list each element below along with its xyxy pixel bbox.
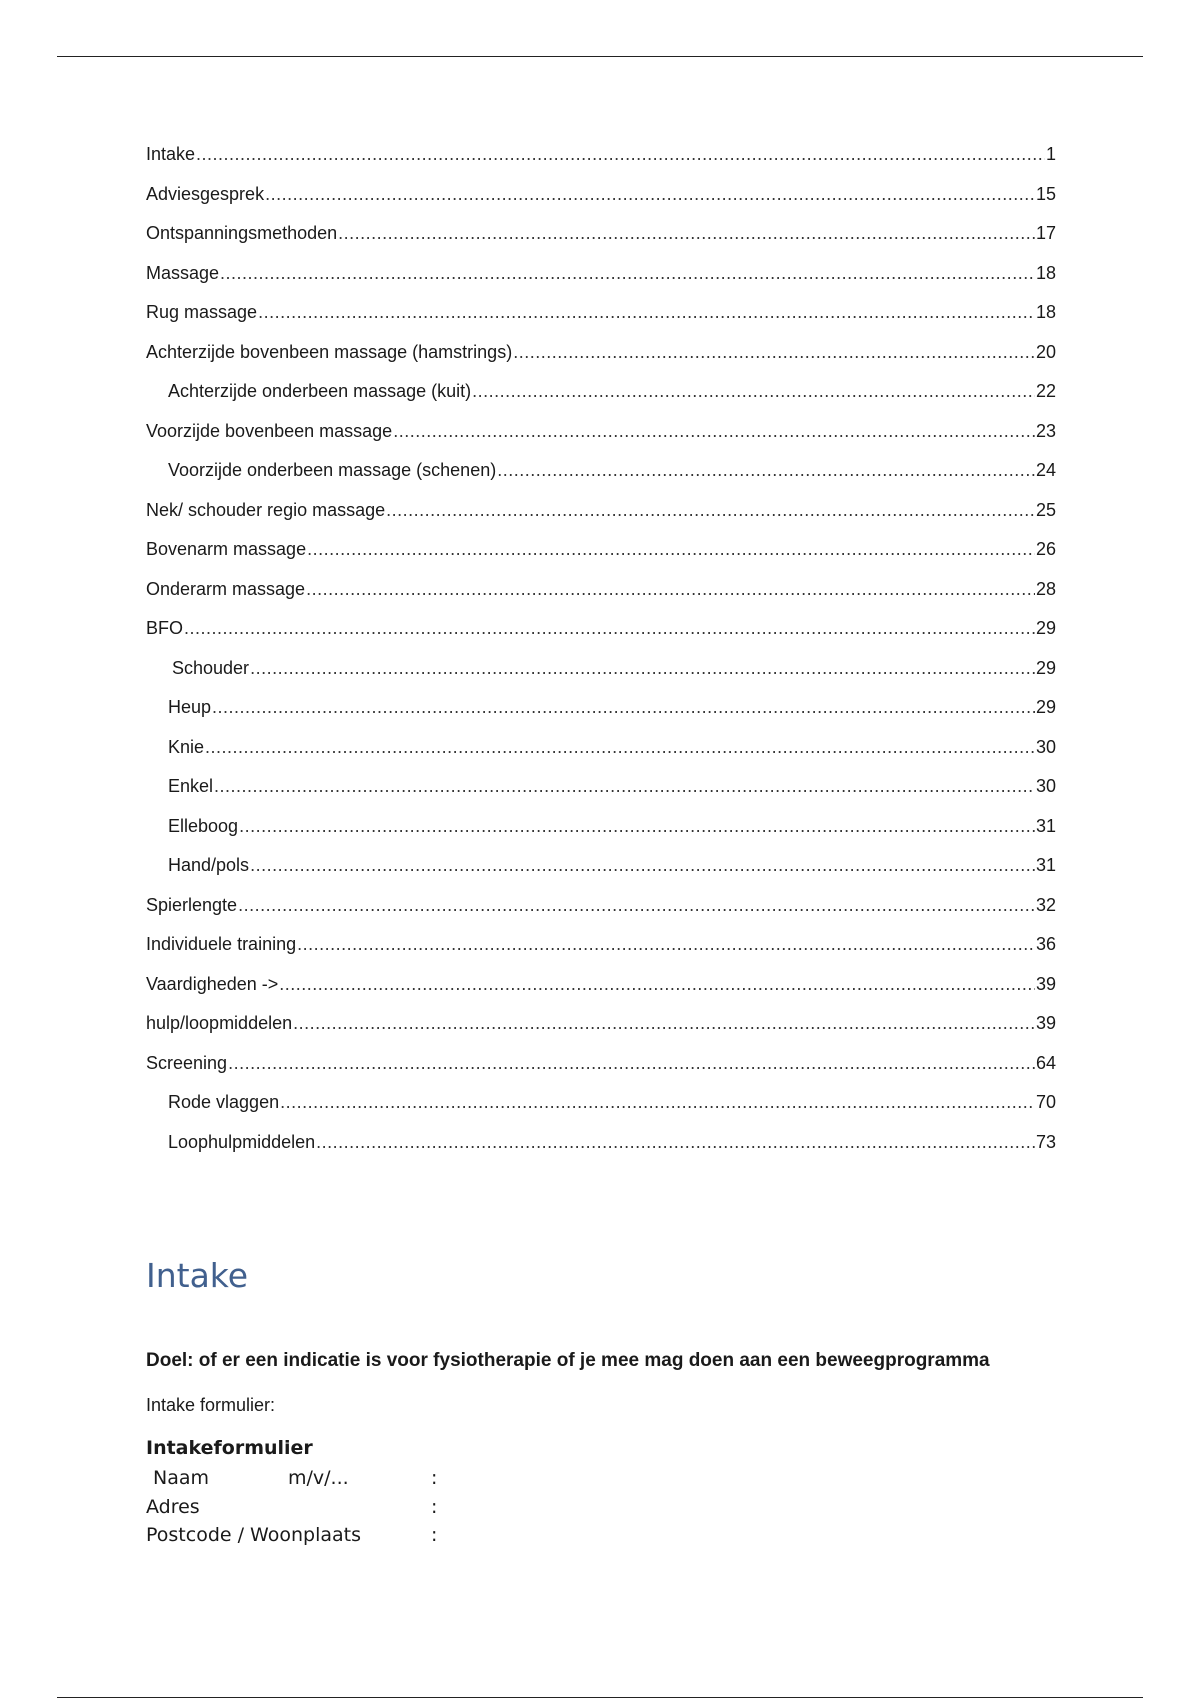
toc-entry-adviesgesprek[interactable] (146, 182, 1056, 222)
toc-entry-voorzijde-onderbeen[interactable] (146, 458, 1056, 498)
toc-entry-title: Ontspanningsmethoden (146, 223, 338, 243)
toc-entry-title: Enkel (168, 776, 214, 796)
toc-leader-dots (184, 616, 1035, 640)
toc-leader-dots (280, 1090, 1035, 1114)
field-colon: : (431, 1495, 438, 1518)
toc-entry-ontspanningsmethoden[interactable] (146, 221, 1056, 261)
toc-entry-page: 18 (1035, 262, 1056, 283)
toc-entry-title: Knie (168, 736, 205, 757)
toc-leader-dots (220, 261, 1035, 285)
toc-entry-bfo[interactable] (146, 616, 1056, 656)
toc-leader-dots (472, 379, 1035, 403)
toc-entry-page: 31 (1035, 815, 1056, 836)
toc-entry-title: hulp/loopmiddelen (146, 1013, 293, 1033)
toc-entry-page: 28 (1035, 578, 1056, 599)
toc-entry-title: Rode vlaggen (168, 1092, 280, 1112)
toc-entry-page: 17 (1035, 223, 1056, 243)
toc-leader-dots (497, 458, 1035, 482)
toc-leader-dots (316, 1130, 1035, 1154)
goal-statement: Doel: of er een indicatie is voor fysiotherapie of je mee mag doen aan een beweegprogramma (146, 1350, 990, 1371)
toc-entry-onderarm[interactable] (146, 577, 1056, 617)
toc-leader-dots (393, 419, 1035, 443)
toc-entry-page: 39 (1035, 973, 1056, 994)
toc-entry-page: 15 (1035, 183, 1056, 204)
toc-entry-vaardigheden[interactable] (146, 972, 1056, 1012)
toc-entry-page: 18 (1035, 302, 1056, 322)
table-of-contents (146, 142, 1056, 1169)
toc-entry-hulp-loopmiddelen[interactable] (146, 1011, 1056, 1051)
toc-entry-title: Adviesgesprek (146, 183, 265, 204)
toc-entry-title: Spierlengte (146, 894, 238, 915)
toc-leader-dots (196, 142, 1045, 166)
toc-entry-voorzijde-bovenbeen[interactable] (146, 419, 1056, 459)
field-colon: : (431, 1524, 438, 1546)
toc-entry-page: 20 (1035, 341, 1056, 362)
toc-entry-intake[interactable] (146, 142, 1056, 182)
toc-leader-dots (338, 221, 1035, 245)
toc-entry-page: 36 (1035, 934, 1056, 954)
toc-entry-page: 23 (1035, 420, 1056, 441)
field-postcode-woonplaats (146, 1521, 466, 1550)
toc-entry-title: Elleboog (168, 815, 239, 836)
toc-entry-title: Loophulpmiddelen (168, 1131, 316, 1152)
field-label: Postcode / Woonplaats (146, 1524, 361, 1546)
field-gender-hint: m/v/... (288, 1467, 349, 1489)
toc-entry-title: Rug massage (146, 302, 258, 322)
footer-rule (57, 1697, 1143, 1698)
field-label: Adres (146, 1495, 200, 1518)
toc-entry-bovenarm[interactable] (146, 537, 1056, 577)
toc-entry-schouder[interactable] (146, 656, 1056, 696)
toc-entry-title: Voorzijde bovenbeen massage (146, 420, 393, 441)
toc-entry-title: Heup (168, 697, 212, 717)
toc-leader-dots (297, 932, 1035, 956)
toc-entry-page: 30 (1035, 736, 1056, 757)
toc-entry-page: 29 (1035, 618, 1056, 638)
toc-leader-dots (228, 1051, 1035, 1075)
toc-entry-title: Screening (146, 1052, 228, 1073)
toc-leader-dots (307, 537, 1035, 561)
toc-entry-page: 31 (1035, 855, 1056, 875)
intake-form-fields (146, 1464, 466, 1550)
toc-entry-page: 29 (1035, 697, 1056, 717)
toc-entry-page: 73 (1035, 1131, 1056, 1152)
toc-entry-page: 24 (1035, 460, 1056, 480)
toc-leader-dots (386, 498, 1035, 522)
toc-entry-nek-schouder[interactable] (146, 498, 1056, 538)
toc-entry-page: 64 (1035, 1052, 1056, 1073)
toc-entry-loophulpmiddelen[interactable] (146, 1130, 1056, 1170)
toc-entry-spierlengte[interactable] (146, 893, 1056, 933)
toc-entry-title: Achterzijde bovenbeen massage (hamstrings) (146, 341, 513, 362)
toc-leader-dots (205, 735, 1035, 759)
toc-leader-dots (293, 1011, 1035, 1035)
field-colon: : (431, 1467, 438, 1489)
toc-entry-title: Voorzijde onderbeen massage (schenen) (168, 460, 497, 480)
toc-entry-page: 1 (1045, 144, 1056, 164)
toc-entry-title: Massage (146, 262, 220, 283)
toc-entry-page: 25 (1035, 499, 1056, 520)
toc-leader-dots (250, 853, 1035, 877)
toc-entry-title: Hand/pols (168, 855, 250, 875)
toc-leader-dots (238, 893, 1035, 917)
toc-entry-achterzijde-onderbeen[interactable] (146, 379, 1056, 419)
intake-form-label: Intake formulier: (146, 1395, 276, 1415)
toc-entry-title: Vaardigheden -> (146, 973, 279, 994)
toc-entry-achterzijde-bovenbeen[interactable] (146, 340, 1056, 380)
toc-entry-page: 22 (1035, 381, 1056, 401)
toc-entry-title: Nek/ schouder regio massage (146, 499, 386, 520)
field-adres (146, 1493, 466, 1522)
toc-entry-rug-massage[interactable] (146, 300, 1056, 340)
toc-entry-title: Bovenarm massage (146, 539, 307, 559)
toc-entry-heup[interactable] (146, 695, 1056, 735)
toc-entry-title: Schouder (172, 657, 250, 678)
toc-entry-knie[interactable] (146, 735, 1056, 775)
toc-entry-page: 30 (1035, 776, 1056, 796)
toc-entry-title: Individuele training (146, 934, 297, 954)
toc-entry-rode-vlaggen[interactable] (146, 1090, 1056, 1130)
toc-leader-dots (250, 656, 1035, 680)
toc-entry-enkel[interactable] (146, 774, 1056, 814)
field-naam (146, 1464, 466, 1493)
toc-leader-dots (279, 972, 1035, 996)
toc-entry-page: 39 (1035, 1013, 1056, 1033)
toc-entry-page: 26 (1035, 539, 1056, 559)
toc-entry-screening[interactable] (146, 1051, 1056, 1091)
toc-entry-page: 70 (1035, 1092, 1056, 1112)
toc-entry-page: 29 (1035, 657, 1056, 678)
toc-leader-dots (513, 340, 1035, 364)
toc-leader-dots (212, 695, 1035, 719)
field-label: Naam (153, 1467, 210, 1489)
toc-leader-dots (239, 814, 1035, 838)
toc-leader-dots (258, 300, 1035, 324)
toc-entry-elleboog[interactable] (146, 814, 1056, 854)
toc-entry-title: Intake (146, 144, 196, 164)
toc-entry-title: Achterzijde onderbeen massage (kuit) (168, 381, 472, 401)
toc-entry-title: BFO (146, 618, 184, 638)
toc-entry-hand-pols[interactable] (146, 853, 1056, 893)
toc-leader-dots (214, 774, 1035, 798)
toc-leader-dots (306, 577, 1035, 601)
toc-entry-title: Onderarm massage (146, 578, 306, 599)
toc-entry-massage[interactable] (146, 261, 1056, 301)
toc-entry-individuele-training[interactable] (146, 932, 1056, 972)
intake-form-title: Intakeformulier (146, 1437, 313, 1459)
section-heading-intake: Intake (146, 1256, 249, 1295)
header-rule (57, 56, 1143, 57)
toc-entry-page: 32 (1035, 894, 1056, 915)
toc-leader-dots (265, 182, 1035, 206)
